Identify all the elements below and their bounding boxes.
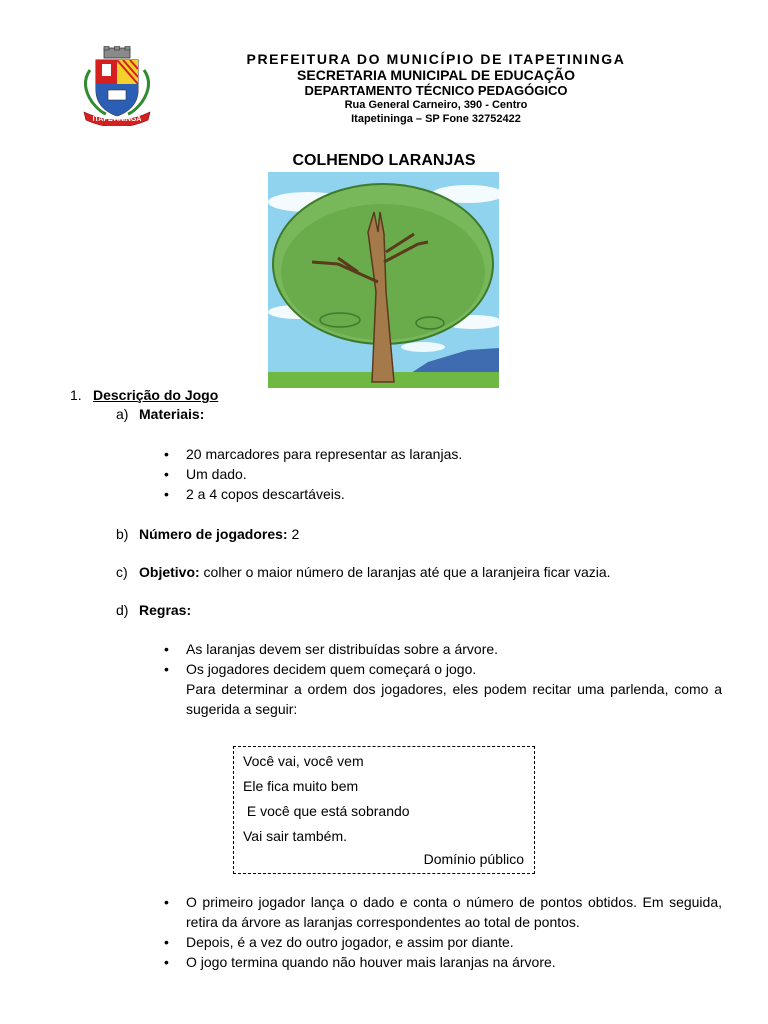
subsection-letter: b) [116, 526, 129, 542]
poem-line: Vai sair também. [243, 828, 347, 844]
poem-line: Ele fica muito bem [243, 778, 359, 794]
subsection-label: Regras: [139, 602, 192, 618]
municipal-crest-logo [78, 46, 156, 126]
subsection-value: 2 [287, 526, 300, 542]
poem-line: Você vai, você vem [243, 753, 364, 769]
list-item: • O primeiro jogador lança o dado e conta o número de pontos obtidos. Em seguida, retira da árvore as laranjas correspondentes ao total de pontos. [164, 892, 722, 932]
poem-source: Domínio público [423, 851, 524, 867]
section-number: 1. [70, 387, 82, 403]
department-title: DEPARTAMENTO TÉCNICO PEDAGÓGICO [304, 83, 568, 98]
list-item [164, 659, 722, 719]
poem-box [233, 746, 535, 874]
subsection-label: Número de jogadores: [139, 526, 288, 542]
rules-list-continued [164, 892, 722, 972]
secretariat-title: SECRETARIA MUNICIPAL DE EDUCAÇÃO [297, 67, 575, 83]
subsection-letter: d) [116, 602, 129, 618]
address-line: Rua General Carneiro, 390 - Centro [344, 99, 528, 111]
document-title: COLHENDO LARANJAS [292, 152, 476, 169]
letterhead [200, 52, 672, 125]
orange-tree-illustration [268, 172, 499, 388]
list-item: • 20 marcadores para representar as laranjas. [164, 444, 722, 464]
subsection-label: Materiais: [139, 406, 205, 422]
subsection-objective [116, 564, 611, 580]
subsection-players [116, 526, 299, 542]
list-item: • As laranjas devem ser distribuídas sobre a árvore. [164, 639, 722, 659]
list-item: • Depois, é a vez do outro jogador, e assim por diante. [164, 932, 722, 952]
city-phone-line: Itapetininga – SP Fone 32752422 [351, 113, 521, 125]
crest-banner-text: ITAPETININGA [92, 116, 142, 123]
list-item: • Um dado. [164, 464, 722, 484]
list-item: • O jogo termina quando não houver mais laranjas na árvore. [164, 952, 722, 972]
poem-line: E você que está sobrando [243, 803, 410, 819]
subsection-rules [116, 602, 191, 618]
list-item-text: Os jogadores decidem quem começará o jogo. [186, 661, 477, 677]
list-item: • 2 a 4 copos descartáveis. [164, 484, 722, 504]
materials-list [164, 444, 722, 504]
section-heading [70, 387, 218, 403]
subsection-value: colher o maior número de laranjas até que a laranjeira ficar vazia. [199, 564, 611, 580]
municipality-title: PREFEITURA DO MUNICÍPIO DE ITAPETININGA [246, 51, 626, 67]
section-title: Descrição do Jogo [93, 387, 219, 403]
subsection-letter: c) [116, 564, 128, 580]
subsection-label: Objetivo: [139, 564, 200, 580]
subsection-materials [116, 406, 204, 422]
rules-continuation: Para determinar a ordem dos jogadores, eles podem recitar uma parlenda, como a sugerida a seguir: [186, 681, 722, 717]
rules-list [164, 639, 722, 719]
subsection-letter: a) [116, 406, 129, 422]
